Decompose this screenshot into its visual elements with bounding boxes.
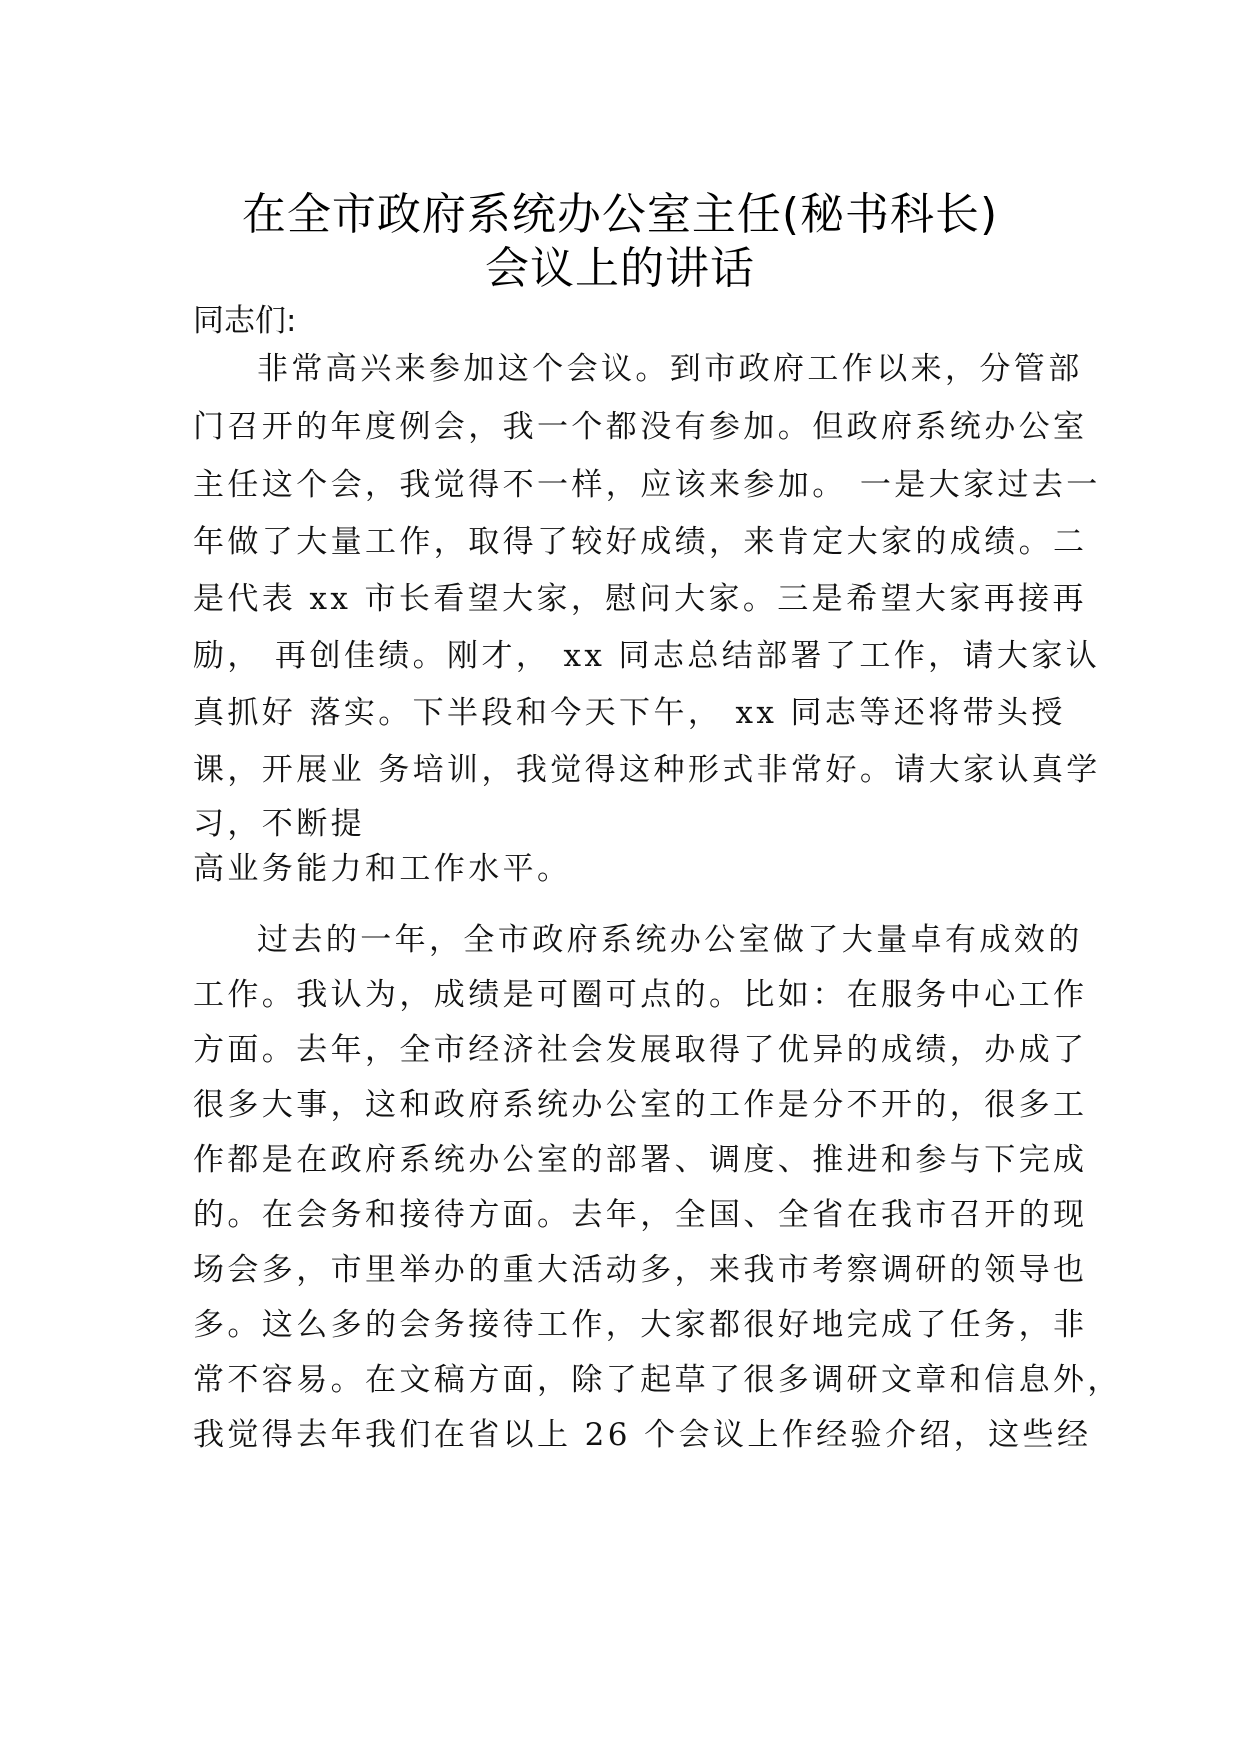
paragraph-2-line-2: 工作。我认为，成绩是可圈可点的。比如：在服务中心工作 bbox=[193, 977, 1088, 1013]
paragraph-1-line-4: 年做了大量工作，取得了较好成绩，来肯定大家的成绩。二 bbox=[193, 524, 1088, 560]
salutation: 同志们: bbox=[193, 303, 297, 339]
paragraph-2-line-8: 多。这么多的会务接待工作，大家都很好地完成了任务，非 bbox=[193, 1307, 1088, 1343]
paragraph-2-line-3: 方面。去年，全市经济社会发展取得了优异的成绩，办成了 bbox=[193, 1032, 1088, 1068]
paragraph-2-line-7: 场会多，市里举办的重大活动多，来我市考察调研的领导也 bbox=[193, 1252, 1088, 1288]
paragraph-2-line-10: 我觉得去年我们在省以上 26 个会议上作经验介绍，这些经 bbox=[193, 1417, 1092, 1453]
paragraph-1-line-8: 课，开展业 务培训，我觉得这种形式非常好。请大家认真学 bbox=[193, 752, 1101, 788]
document-title-line-1: 在全市政府系统办公室主任(秘书科长) bbox=[241, 189, 999, 240]
paragraph-1-line-5: 是代表 xx 市长看望大家，慰问大家。三是希望大家再接再 bbox=[193, 581, 1087, 617]
paragraph-1-line-2: 门召开的年度例会，我一个都没有参加。但政府系统办公室 bbox=[193, 409, 1088, 445]
paragraph-1-line-6: 励， 再创佳绩。刚才， xx 同志总结部署了工作，请大家认 bbox=[193, 638, 1101, 674]
paragraph-1-line-1: 非常高兴来参加这个会议。到市政府工作以来，分管部 bbox=[257, 351, 1083, 387]
paragraph-2-line-1: 过去的一年，全市政府系统办公室做了大量卓有成效的 bbox=[257, 922, 1083, 958]
document-title-line-2: 会议上的讲话 bbox=[485, 243, 755, 294]
paragraph-1-line-3: 主任这个会，我觉得不一样，应该来参加。 一是大家过去一 bbox=[193, 467, 1101, 503]
paragraph-2-line-5: 作都是在政府系统办公室的部署、调度、推进和参与下完成 bbox=[193, 1142, 1088, 1178]
paragraph-2-line-6: 的。在会务和接待方面。去年，全国、全省在我市召开的现 bbox=[193, 1197, 1088, 1233]
paragraph-2-line-4: 很多大事，这和政府系统办公室的工作是分不开的，很多工 bbox=[193, 1087, 1088, 1123]
paragraph-2-line-9: 常不容易。在文稿方面，除了起草了很多调研文章和信息外， bbox=[193, 1362, 1122, 1398]
paragraph-1-line-7: 真抓好 落实。下半段和今天下午， xx 同志等还将带头授 bbox=[193, 695, 1066, 731]
paragraph-1-line-9: 习，不断提 bbox=[193, 806, 365, 842]
paragraph-1-line-10: 高业务能力和工作水平。 bbox=[193, 851, 572, 887]
